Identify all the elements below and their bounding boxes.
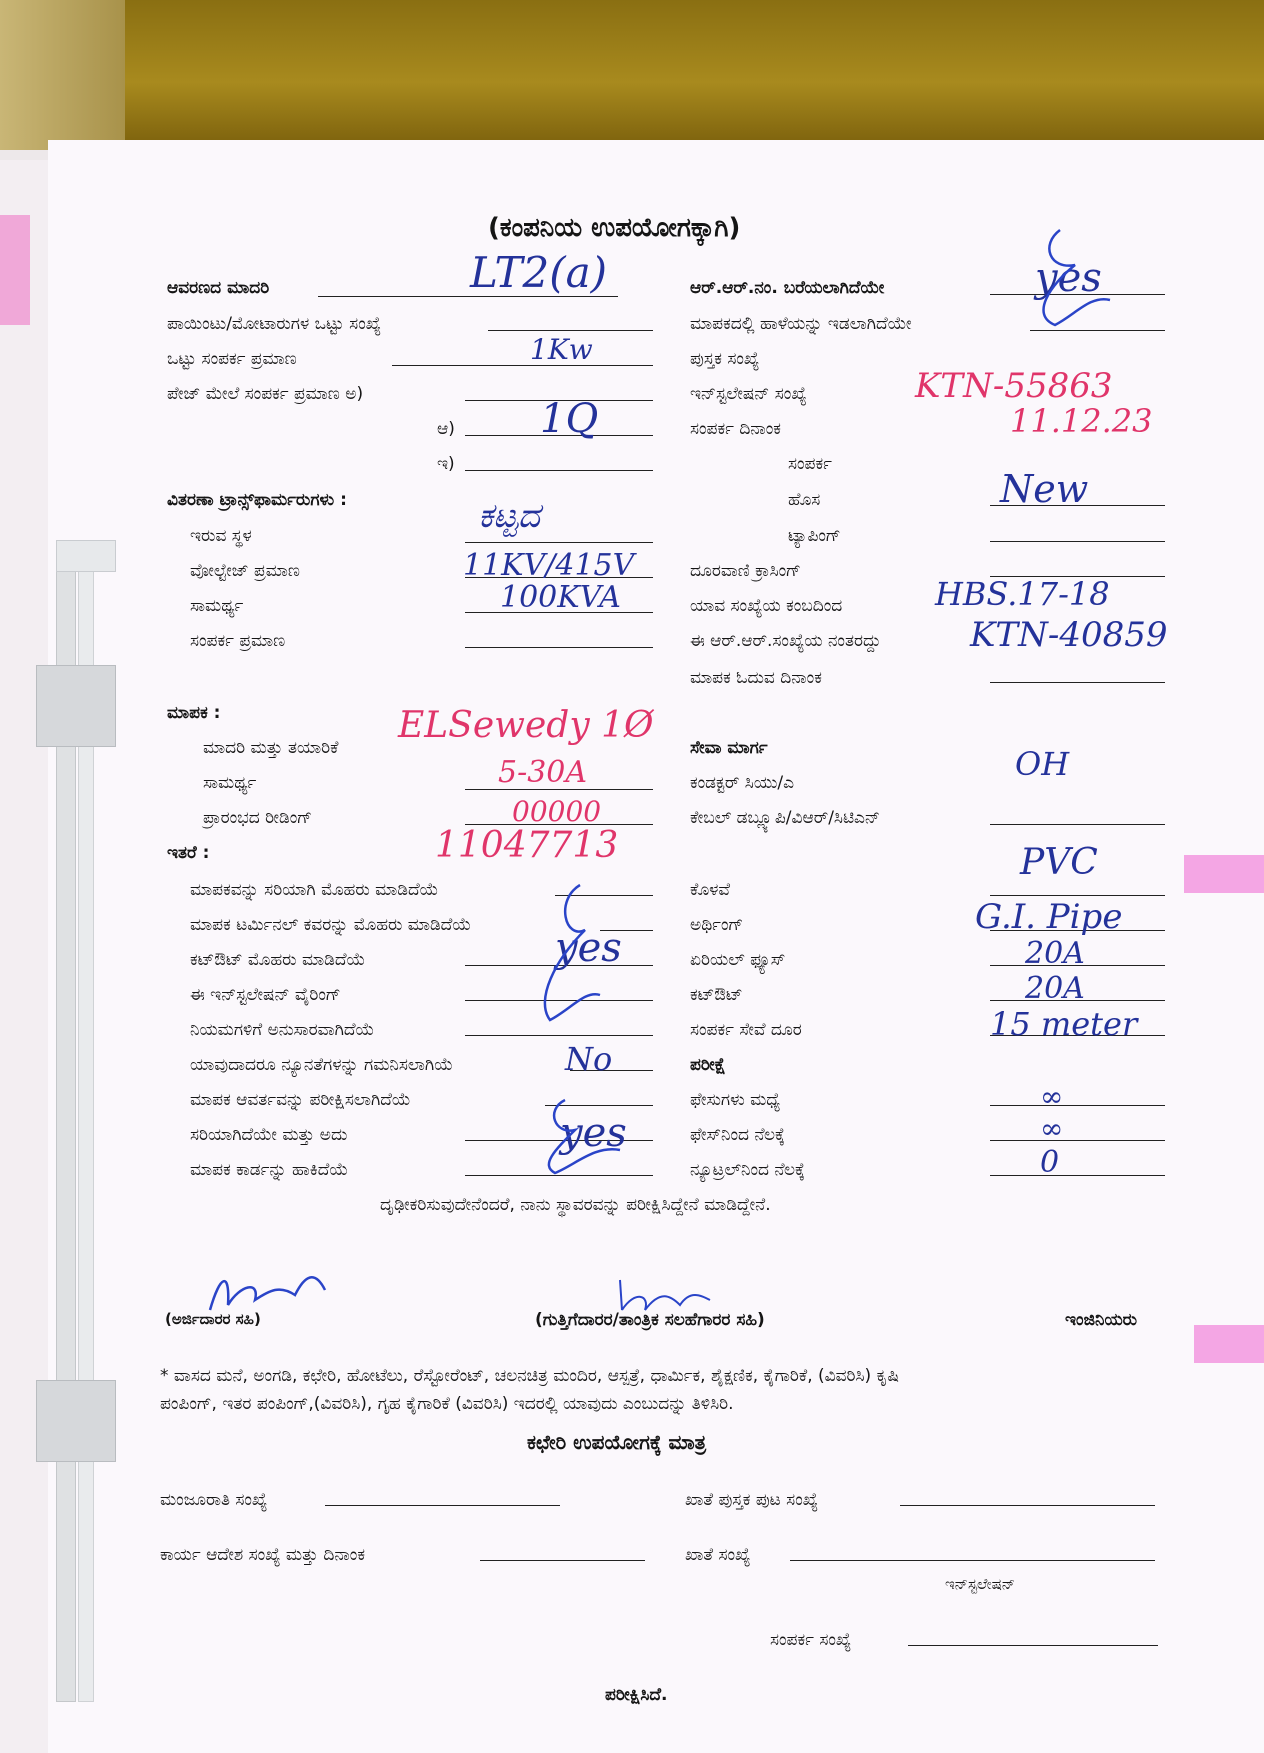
contractor-signature-label: (ಗುತ್ತಿಗೆದಾರರ/ತಾಂತ್ರಿಕ ಸಲಹೆಗಾರರ ಸಹಿ): [535, 1310, 765, 1330]
label-tele-crossing: ದೂರವಾಣಿ ಕ್ರಾಸಿಂಗ್: [690, 561, 801, 581]
hw-service-distance: 15 meter: [990, 1005, 1138, 1043]
label-test: ಪರೀಕ್ಷೆ: [690, 1055, 726, 1075]
hw-neutral-earth: 0: [1040, 1145, 1060, 1180]
form-title: (ಕಂಪನಿಯ ಉಪಯೋಗಕ್ಕಾಗಿ): [488, 213, 741, 243]
certification-text: ದೃಢೀಕರಿಸುವುದೇನೆಂದರೆ, ನಾನು ಸ್ಥಾವರವನ್ನು ಪರೀಕ್ಷಿಸಿದ್ದೇನೆ ಮಾಡಿದ್ದೇನೆ.: [380, 1195, 771, 1215]
label-check-8: ಸರಿಯಾಗಿದೆಯೇ ಮತ್ತು ಅದು: [190, 1125, 348, 1145]
pink-tab-flag: [1194, 1325, 1264, 1363]
label-total-load: ಒಟ್ಟು ಸಂಪರ್ಕ ಪ್ರಮಾಣ: [167, 349, 297, 369]
field-line: [990, 1175, 1165, 1176]
hw-installation-no: KTN-55863: [915, 366, 1113, 406]
label-meter-read-date: ಮಾಪಕ ಓದುವ ದಿನಾಂಕ: [690, 668, 822, 688]
hw-after-rr: KTN-40859: [970, 615, 1168, 655]
hw-location: ಕಟ್ಟದ: [478, 496, 540, 536]
label-connection-no: ಸಂಪರ್ಕ ಸಂಖ್ಯೆ: [770, 1630, 852, 1650]
label-page-load: ಪೇಜ್ ಮೇಲೆ ಸಂಪರ್ಕ ಪ್ರಮಾಣ ಅ): [167, 384, 364, 404]
field-line: [465, 1035, 653, 1036]
label-check-3: ಕಟ್‌ಔಟ್ ಮೊಹರು ಮಾಡಿದೆಯೆ: [190, 950, 366, 970]
field-line: [990, 824, 1165, 825]
label-service-distance: ಸಂಪರ್ಕ ಸೇವೆ ದೂರ: [690, 1020, 802, 1040]
hw-meter-capacity: 5-30A: [498, 755, 588, 790]
field-line: [990, 1105, 1165, 1106]
hw-tariff: LT2(a): [470, 248, 608, 297]
field-line: [908, 1645, 1158, 1646]
label-others: ಇತರೆ :: [167, 843, 210, 863]
label-approval-no: ಮಂಜೂರಾತಿ ಸಂಖ್ಯೆ: [160, 1490, 268, 1510]
hw-sealed-yes: yes: [555, 925, 622, 971]
label-phases: ಫೇಸುಗಳು ಮಧ್ಯೆ: [690, 1090, 781, 1110]
label-transformers: ವಿತರಣಾ ಟ್ರಾನ್ಸ್‌ಫಾರ್ಮರುಗಳು :: [167, 490, 347, 510]
label-work-order: ಕಾರ್ಯ ಆದೇಶ ಸಂಖ್ಯೆ ಮತ್ತು ದಿನಾಂಕ: [160, 1545, 365, 1565]
hw-defects: No: [565, 1040, 613, 1078]
label-connection-date: ಸಂಪರ್ಕ ದಿನಾಂಕ: [690, 419, 781, 439]
label-rr-written: ಆರ್.ಆರ್.ನಂ. ಬರೆಯಲಾಗಿದೆಯೇ: [690, 278, 885, 298]
office-use-title: ಕಛೇರಿ ಉಪಯೋಗಕ್ಕೆ ಮಾತ್ರ: [527, 1430, 707, 1454]
label-meter-saved: ಮಾಪಕದಲ್ಲಿ ಹಾಳೆಯನ್ನು ಇಡಲಾಗಿದೆಯೇ: [690, 314, 912, 334]
label-point-count: ಪಾಯಿಂಟು/ಮೋಟಾರುಗಳ ಒಟ್ಟು ಸಂಖ್ಯೆ: [167, 314, 382, 334]
hw-cutout: 20A: [1025, 971, 1085, 1006]
field-line: [990, 682, 1165, 683]
label-check-9: ಮಾಪಕ ಕಾರ್ಡನ್ನು ಹಾಕಿದೆಯೆ: [190, 1160, 349, 1180]
hw-voltage: 11KV/415V: [463, 548, 635, 583]
field-line: [990, 895, 1165, 896]
hw-rr-yes: yes: [1035, 255, 1102, 301]
label-pole-no: ಯಾವ ಸಂಖ್ಯೆಯ ಕಂಬದಿಂದ: [690, 596, 843, 616]
scan-background-corner: [0, 0, 125, 150]
hw-phase-earth: ∞: [1040, 1112, 1064, 1145]
field-line: [465, 542, 653, 543]
field-line: [318, 296, 468, 297]
label-cable: ಕೇಬಲ್ ಡಬ್ಲ್ಯೂಪಿ/ವಿಆರ್/ಸಿಟಿಎನ್: [690, 808, 880, 828]
label-connection: ಸಂಪರ್ಕ: [788, 454, 832, 474]
seal-check-signature: [525, 880, 615, 1030]
label-initial-reading: ಪ್ರಾರಂಭದ ರೀಡಿಂಗ್: [203, 808, 312, 828]
label-installation-no: ಇನ್‌ಸ್ಟಲೇಷನ್ ಸಂಖ್ಯೆ: [690, 384, 807, 404]
label-neutral-earth: ನ್ಯೂಟ್ರಲ್‌ನಿಂದ ನೆಲಕ್ಕೆ: [690, 1160, 805, 1180]
label-check-1: ಮಾಪಕವನ್ನು ಸರಿಯಾಗಿ ಮೊಹರು ಮಾಡಿದೆಯೆ: [190, 880, 439, 900]
label-tapping: ಟ್ಯಾಪಿಂಗ್: [788, 526, 841, 546]
scan-background-top: [0, 0, 1264, 150]
label-capacity: ಸಾಮರ್ಥ್ಯ: [190, 596, 244, 616]
field-line: [465, 647, 653, 648]
field-line: [488, 330, 653, 331]
hw-pipe: PVC: [1020, 842, 1098, 883]
label-account-no: ಖಾತೆ ಸಂಖ್ಯೆ: [685, 1545, 751, 1565]
label-meter: ಮಾಪಕ :: [167, 703, 221, 723]
hw-capacity: 100KVA: [500, 580, 621, 615]
note-line-1: * ವಾಸದ ಮನೆ, ಅಂಗಡಿ, ಕಛೇರಿ, ಹೋಟೆಲು, ರೆಸ್ಟೋರೆಂಟ್, ಚಲನಚಿತ್ರ ಮಂದಿರ, ಆಸ್ಪತ್ರೆ, ಧಾರ್ಮಿಕ, ಶೈಕ್ಷಣಿಕ, ಕೈಗಾರಿಕೆ, (ವಿವರಿಸಿ) ಕೃಷಿ: [160, 1366, 899, 1386]
bottom-label: ಪರೀಕ್ಷಿಸಿದೆ.: [605, 1685, 668, 1705]
label-check-4: ಈ ಇನ್‌ಸ್ಟಲೇಷನ್ ವೈರಿಂಗ್: [190, 985, 341, 1005]
field-line: [480, 1560, 645, 1561]
label-aerial-fuse: ಏರಿಯಲ್ ಫ್ಯೂಸ್: [690, 950, 786, 970]
label-meter-capacity: ಸಾಮರ್ಥ್ಯ: [203, 773, 257, 793]
label-make-model: ಮಾದರಿ ಮತ್ತು ತಯಾರಿಕೆ: [203, 738, 339, 758]
pink-tab-flag: [1184, 855, 1264, 893]
field-line: [392, 365, 653, 366]
label-conductor: ಕಂಡಕ್ಟರ್ ಸಿಯು/ಎ: [690, 773, 795, 793]
binder-clip: [36, 540, 114, 1700]
label-new: ಹೊಸ: [788, 490, 821, 510]
hw-correct-yes: yes: [560, 1110, 627, 1156]
clip-band: [36, 665, 116, 747]
hw-page-load: 1Q: [540, 396, 599, 442]
hw-phases: ∞: [1040, 1080, 1064, 1113]
field-line: [465, 1175, 653, 1176]
label-avarana-madari: ಆವರಣದ ಮಾದರಿ: [167, 278, 270, 298]
hw-earthing: G.I. Pipe: [975, 897, 1123, 937]
label-check-2: ಮಾಪಕ ಟರ್ಮಿನಲ್ ಕವರನ್ನು ಮೊಹರು ಮಾಡಿದೆಯೆ: [190, 915, 472, 935]
label-check-6: ಯಾವುದಾದರೂ ನ್ಯೂನತೆಗಳನ್ನು ಗಮನಿಸಲಾಗಿಯೆ: [190, 1055, 454, 1075]
hw-meter-no: 11047713: [435, 825, 619, 866]
label-phase-earth: ಫೇಸ್‌ನಿಂದ ನೆಲಕ್ಕೆ: [690, 1125, 785, 1145]
field-line: [465, 470, 653, 471]
pink-sheet-edge: [0, 215, 30, 325]
rr-check-signature: [1020, 225, 1140, 335]
field-line: [990, 1140, 1165, 1141]
hw-service-route: OH: [1015, 745, 1070, 783]
field-line: [900, 1505, 1155, 1506]
label-earthing: ಅರ್ಥಿಂಗ್: [690, 915, 744, 935]
engineer-label: ಇಂಜಿನಿಯರು: [1065, 1310, 1138, 1330]
hw-connection-date: 11.12.23: [1010, 402, 1153, 440]
note-line-2: ಪಂಪಿಂಗ್, ಇತರ ಪಂಪಿಂಗ್,(ವಿವರಿಸಿ), ಗೃಹ ಕೈಗಾರಿಕೆ (ವಿವರಿಸಿ) ಇದರಲ್ಲಿ ಯಾವುದು ಎಂಬುದನ್ನು ತಿಳಿಸಿರಿ.: [160, 1394, 734, 1414]
clip-band: [36, 1380, 116, 1462]
field-line: [990, 541, 1165, 542]
hw-new: New: [1000, 467, 1089, 511]
label-cutout: ಕಟ್‌ಔಟ್: [690, 985, 743, 1005]
clip-tip: [56, 540, 116, 572]
hw-total-load: 1Kw: [530, 333, 593, 366]
label-connection-amount: ಸಂಪರ್ಕ ಪ್ರಮಾಣ: [190, 631, 286, 651]
label-sub-aa: ಆ): [437, 419, 455, 439]
label-check-7: ಮಾಪಕ ಆವರ್ತವನ್ನು ಪರೀಕ್ಷಿಸಲಾಗಿದೆಯೆ: [190, 1090, 411, 1110]
hw-aerial-fuse: 20A: [1025, 936, 1085, 971]
label-after-rr: ಈ ಆರ್.ಆರ್.ಸಂಖ್ಯೆಯ ನಂತರದ್ದು: [690, 631, 881, 651]
label-check-5: ನಿಯಮಗಳಿಗೆ ಅನುಸಾರವಾಗಿದೆಯೆ: [190, 1020, 375, 1040]
label-sub-i: ಇ): [437, 454, 455, 474]
label-pipe: ಕೊಳವೆ: [690, 880, 731, 900]
hw-initial-reading: 00000: [512, 795, 602, 828]
label-installation: ಇನ್‌ಸ್ಟಲೇಷನ್: [945, 1575, 1016, 1593]
label-location: ಇರುವ ಸ್ಥಳ: [190, 526, 252, 546]
label-book-no: ಪುಸ್ತಕ ಸಂಖ್ಯೆ: [690, 349, 760, 369]
hw-make-model: ELSewedy 1Ø: [398, 705, 654, 746]
label-voltage: ವೋಲ್ಟೇಜ್ ಪ್ರಮಾಣ: [190, 561, 300, 581]
correct-check-signature: [525, 1095, 635, 1175]
label-service-route: ಸೇವಾ ಮಾರ್ಗ: [690, 738, 768, 758]
applicant-signature-label: (ಅರ್ಜಿದಾರರ ಸಹಿ): [165, 1310, 261, 1328]
hw-pole-no: HBS.17-18: [935, 575, 1110, 613]
label-ledger-page: ಖಾತೆ ಪುಸ್ತಕ ಪುಟ ಸಂಖ್ಯೆ: [685, 1490, 819, 1510]
field-line: [790, 1560, 1155, 1561]
field-line: [325, 1505, 560, 1506]
